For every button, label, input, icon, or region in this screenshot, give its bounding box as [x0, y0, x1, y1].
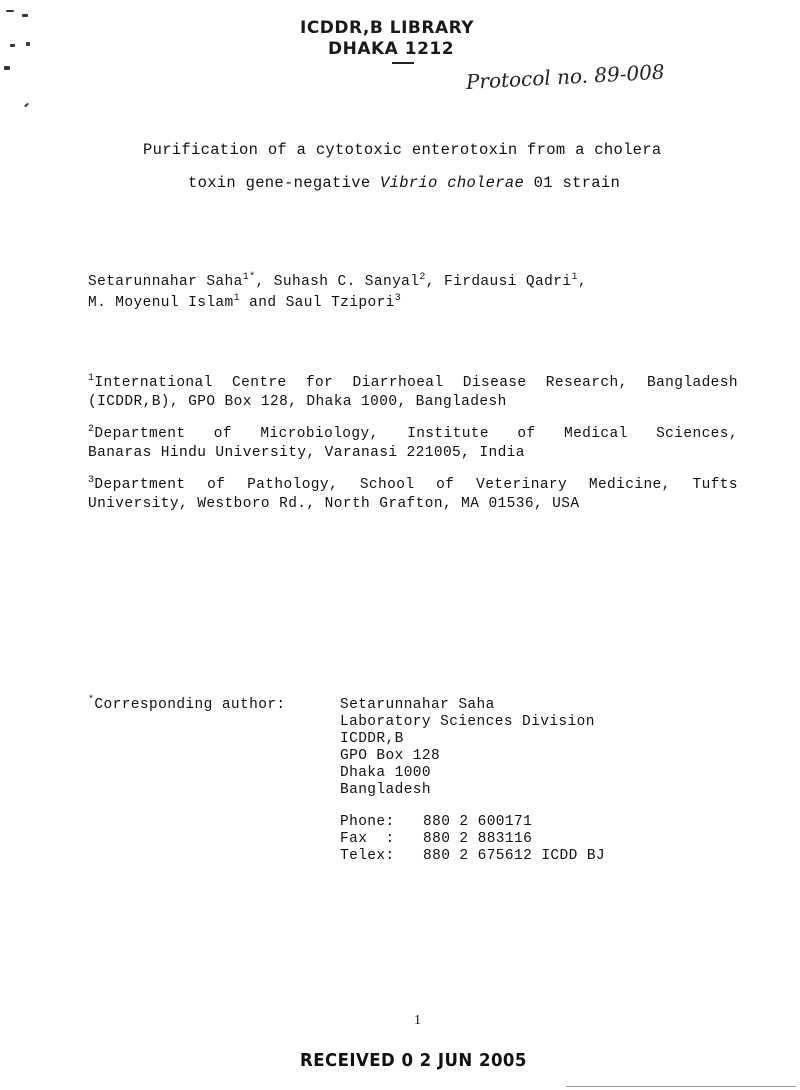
author-name: Firdausi Qadri — [444, 274, 572, 290]
contact-label: Telex: — [340, 848, 395, 864]
handwritten-protocol-note: Protocol no. 89-008 — [465, 59, 666, 94]
scan-speck — [10, 44, 15, 47]
received-date-stamp: RECEIVED 0 2 JUN 2005 — [300, 1050, 527, 1071]
page-number: 1 — [414, 1013, 421, 1028]
author-mark: 1 — [571, 272, 578, 283]
author-mark: 3 — [394, 293, 402, 304]
library-stamp-line-2: DHAKA 1212 — [328, 39, 455, 59]
contact-value: 880 2 883116 — [423, 831, 533, 847]
corresponding-author-label — [88, 697, 286, 713]
title-organism: Vibrio cholerae — [380, 174, 525, 192]
corresponding-label-text: Corresponding author: — [94, 697, 286, 713]
author-mark: 1 — [233, 293, 241, 304]
address-line: ICDDR,B — [340, 731, 404, 747]
scan-speck — [6, 10, 14, 12]
scan-speck — [4, 66, 10, 70]
scan-speck — [22, 14, 28, 17]
affiliation-1-line-2: (ICDDR,B), GPO Box 128, Dhaka 1000, Bangladesh — [88, 394, 507, 410]
author-name: Suhash C. Sanyal — [273, 274, 420, 290]
library-stamp-line-1: ICDDR,B LIBRARY — [300, 18, 475, 38]
contact-value: 880 2 675612 ICDD BJ — [423, 848, 606, 864]
author-conjunction: and — [249, 295, 277, 311]
affiliation-2-line-1 — [88, 426, 738, 442]
author-mark: 1* — [242, 272, 256, 283]
author-separator: , — [255, 274, 265, 290]
author-name: Setarunnahar Saha — [88, 274, 243, 290]
author-list-line-2 — [88, 295, 401, 311]
title-suffix: 01 strain — [524, 174, 621, 192]
affiliation-3-line-2: University, Westboro Rd., North Grafton, MA 01536, USA — [88, 496, 580, 512]
address-line: Laboratory Sciences Division — [340, 714, 595, 730]
address-line: Bangladesh — [340, 782, 432, 798]
contact-value: 880 2 600171 — [423, 814, 533, 830]
author-name: M. Moyenul Islam — [88, 295, 234, 311]
affiliation-text: Department of Microbiology, Institute of Medical Sciences, — [94, 426, 738, 442]
author-separator: , — [577, 274, 587, 290]
bottom-edge-rule — [566, 1086, 796, 1087]
affiliation-3-line-1 — [88, 477, 738, 493]
author-separator: , — [425, 274, 435, 290]
paper-title-line-2 — [188, 174, 620, 192]
address-line: Dhaka 1000 — [340, 765, 432, 781]
affiliation-2-line-2: Banaras Hindu University, Varanasi 221005, India — [88, 445, 525, 461]
affiliation-text: International Centre for Diarrhoeal Disease Research, Bangladesh — [94, 375, 738, 391]
author-list-line-1 — [88, 274, 587, 290]
scan-speck — [24, 103, 29, 108]
corresponding-mark: * — [88, 695, 95, 706]
address-line: GPO Box 128 — [340, 748, 441, 764]
affiliation-mark: 2 — [88, 424, 95, 435]
author-name: Saul Tzipori — [285, 295, 395, 311]
author-mark: 2 — [419, 272, 426, 283]
title-prefix: toxin gene-negative — [188, 174, 381, 192]
affiliation-text: Department of Pathology, School of Veterinary Medicine, Tufts — [94, 477, 738, 493]
affiliation-mark: 3 — [88, 475, 95, 486]
contact-label: Phone: — [340, 814, 395, 830]
contact-label: Fax : — [340, 831, 395, 847]
address-line: Setarunnahar Saha — [340, 697, 495, 713]
paper-title-line-1: Purification of a cytotoxic enterotoxin from a cholera — [143, 141, 662, 159]
affiliation-mark: 1 — [88, 373, 95, 384]
scan-speck — [26, 42, 30, 46]
affiliation-1-line-1 — [88, 375, 738, 391]
stamp-underline — [392, 62, 414, 64]
